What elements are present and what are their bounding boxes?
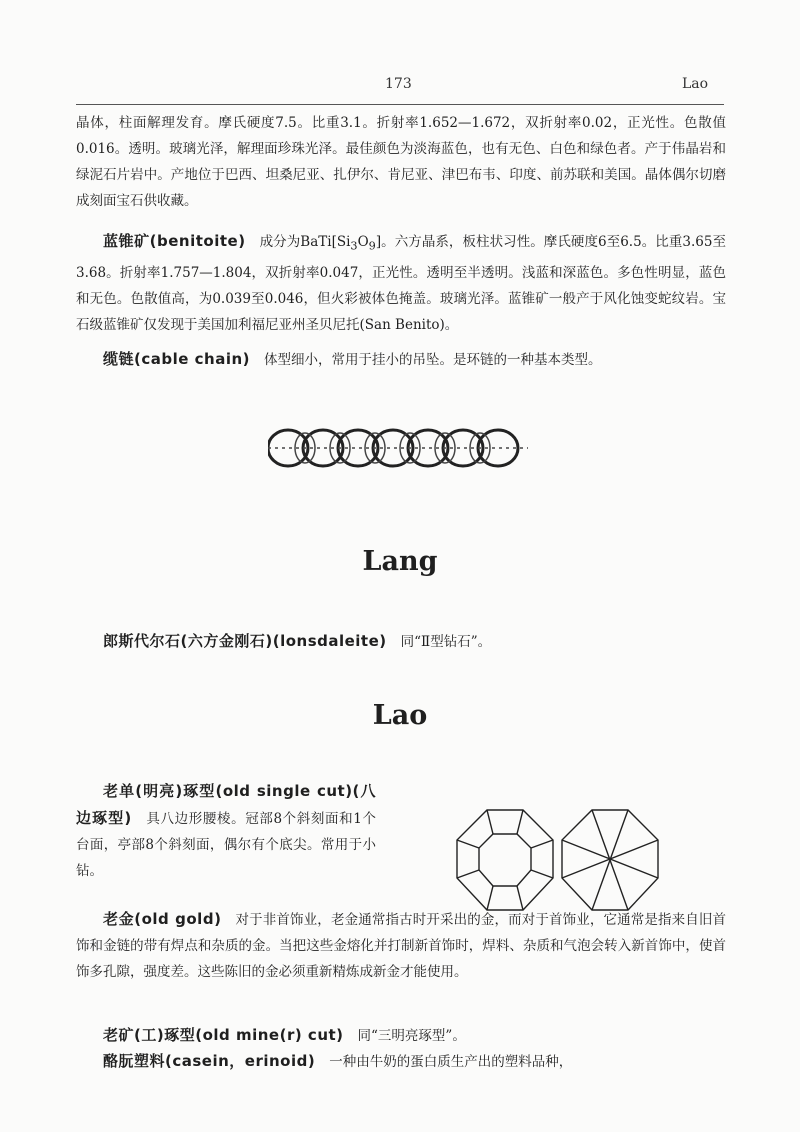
entry-old-single-cut: 老单(明亮)琢型(old single cut)(八边琢型) 具八边形腰棱。冠部8个斜刻面和1个台面，亭部8个斜刻面，偶尔有个底尖。常用于小钻。 [76, 782, 376, 879]
section-heading-lao: Lao [372, 700, 428, 731]
entry-old-gold: 老金(old gold) 对于非首饰业，老金通常指古时开采出的金，而对于首饰业，它通常是指来自旧首饰和金链的带有焊点和杂质的金。当把这些金熔化并打制新首饰时，焊料、杂质和气泡会转入新首饰中，使首饰多孔隙，强度差。这些陈旧的金必须重新精炼成新金才能使用。 [76, 910, 726, 980]
paragraph-continuation: 晶体，柱面解理发育。摩氏硬度7.5。比重3.1。折射率1.652—1.672，双折射率0.02，正光性。色散值0.016。透明。玻璃光泽，解理面珍珠光泽。最佳颜色为淡海蓝色，也有无色、白色和绿色者。产于伟晶岩和绿泥石片岩中。产地位于巴西、坦桑尼亚、扎伊尔、肯尼亚、津巴布韦、印度、前苏联和美国。晶体偶尔切磨成刻面宝石供收藏。 [76, 115, 726, 209]
term-old-gold: 老金(old gold) [103, 910, 222, 928]
header-rule [76, 104, 724, 105]
term-cable-chain: 缆链(cable chain) [103, 350, 251, 368]
term-lonsdaleite: 郎斯代尔石(六方金刚石)(lonsdaleite) [103, 632, 387, 650]
section-heading-lang: Lang [362, 546, 438, 577]
entry-casein: 酪朊塑料(casein，erinoid) 一种由牛奶的蛋白质生产出的塑料品种， [103, 1052, 573, 1070]
old-single-cut-pavilion-diagram [560, 808, 660, 912]
old-single-cut-crown-diagram [455, 808, 555, 912]
page-number: 173 [385, 76, 412, 92]
running-head: Lao [682, 76, 709, 92]
term-old-mine-cut: 老矿(工)琢型(old mine(r) cut) [103, 1026, 344, 1044]
cable-chain-illustration [268, 418, 528, 478]
term-benitoite: 蓝锥矿(benitoite) [103, 232, 246, 250]
entry-cable-chain: 缆链(cable chain) 体型细小，常用于挂小的吊坠。是环链的一种基本类型。 [103, 350, 602, 368]
entry-benitoite: 蓝锥矿(benitoite) 成分为$BaTi[Si_3O_9]$。六方晶系，板柱状习性。摩氏硬度6至6.5。比重3.65至3.68。折射率1.757—1.804，双折射率0.047，正光性。透明至半透明。浅蓝和深蓝色。多色性明显，蓝色和无色。色散值高，为0.039至0.046，但火彩被体色掩盖。玻璃光泽。蓝锥矿一般产于风化蚀变蛇纹岩。宝石级蓝锥矿仅发现于美国加利福尼亚州圣贝尼托(San Benito)。 [76, 232, 727, 333]
entry-old-mine-cut: 老矿(工)琢型(old mine(r) cut) 同“三明亮琢型”。 [103, 1026, 466, 1044]
term-casein: 酪朊塑料(casein，erinoid) [103, 1052, 316, 1070]
entry-lonsdaleite: 郎斯代尔石(六方金刚石)(lonsdaleite) 同“Ⅱ型钻石”。 [103, 632, 492, 650]
term-old-single-cut: 老单(明亮)琢型(old single cut)(八边琢型) [76, 782, 376, 827]
